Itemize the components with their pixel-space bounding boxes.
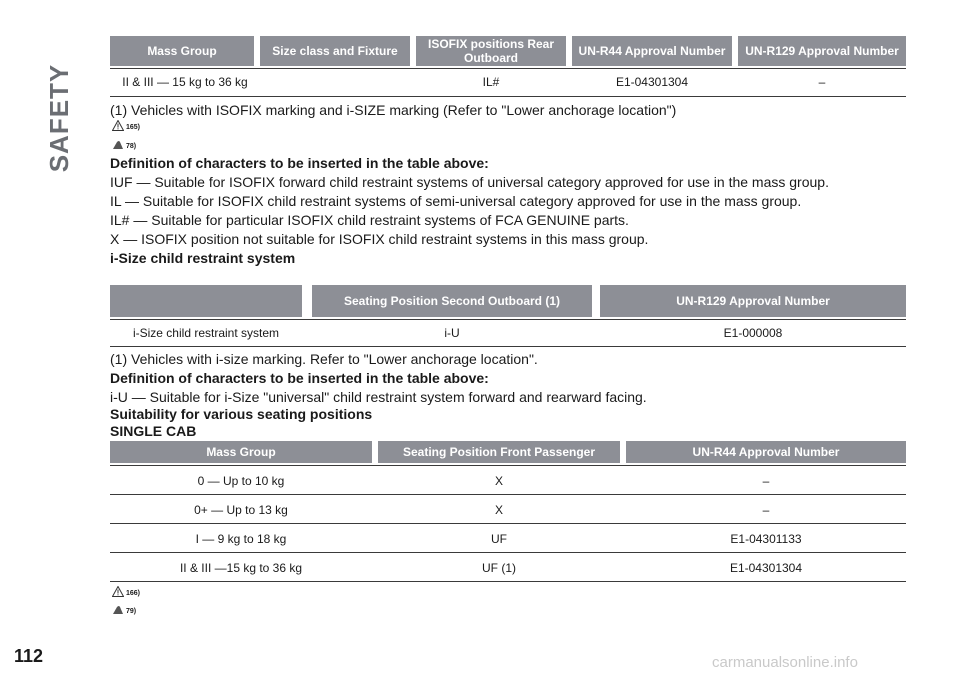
t3-row1-r44: – — [762, 474, 770, 488]
t2-cell-r129: E1-000008 — [723, 326, 783, 340]
t3-row1-mass: 0 — Up to 10 kg — [197, 474, 285, 488]
t3-row2-mass: 0+ — Up to 13 kg — [194, 503, 288, 517]
t1-header-isofix-rear: ISOFIX positions Rear Outboard — [416, 36, 566, 66]
t3-row2-r44: – — [762, 503, 770, 517]
t2-header-seating: Seating Position Second Outboard (1) — [312, 285, 592, 317]
section-label: SAFETY — [44, 63, 74, 173]
suitability-title: Suitability for various seating positions — [110, 406, 373, 422]
warning-icon — [112, 120, 124, 131]
t1-header-size-class: Size class and Fixture — [260, 36, 410, 66]
caution-hand-icon — [112, 604, 124, 615]
t1-header-mass-group: Mass Group — [110, 36, 254, 66]
isize-title: i-Size child restraint system — [110, 250, 296, 266]
page-number: 112 — [14, 646, 44, 666]
t1-cell-isofix: IL# — [482, 75, 500, 89]
caution-ref-79[interactable]: 79) — [112, 604, 136, 615]
watermark: carmanualsonline.info — [712, 654, 858, 671]
t3-row4-mass: II & III —15 kg to 36 kg — [179, 561, 303, 575]
t2-cell-system: i-Size child restraint system — [132, 326, 280, 340]
t1-cell-r129: – — [818, 75, 826, 89]
t3-header-r44: UN-R44 Approval Number — [626, 441, 906, 463]
t2-header-r129: UN-R129 Approval Number — [600, 285, 906, 317]
def1-line-x: X — ISOFIX position not suitable for ISOFIX child restraint systems in this mass group. — [110, 231, 649, 247]
caution-ref-78[interactable]: 78) — [112, 139, 136, 150]
t1-cell-mass-group: II & III — 15 kg to 36 kg — [122, 75, 248, 89]
note-isofix: (1) Vehicles with ISOFIX marking and i-SIZE marking (Refer to "Lower anchorage location") — [110, 102, 677, 118]
t3-row4-r44: E1-04301304 — [729, 561, 803, 575]
t3-header-mass-group: Mass Group — [110, 441, 372, 463]
t3-row4-seat: UF (1) — [482, 561, 516, 575]
single-cab-title: SINGLE CAB — [110, 423, 197, 439]
t1-header-r44: UN-R44 Approval Number — [572, 36, 732, 66]
t1-header-r129: UN-R129 Approval Number — [738, 36, 906, 66]
note-isize: (1) Vehicles with i-size marking. Refer to "Lower anchorage location". — [110, 351, 538, 367]
t3-row3-r44: E1-04301133 — [730, 532, 802, 546]
caution-hand-icon — [112, 139, 124, 150]
t3-header-seating: Seating Position Front Passenger — [378, 441, 620, 463]
t3-row1-seat: X — [494, 474, 503, 488]
warning-ref-166[interactable]: 166) — [112, 586, 140, 597]
def2-title: Definition of characters to be inserted in the table above: — [110, 370, 489, 386]
def1-line-iuf: IUF — Suitable for ISOFIX forward child restraint systems of universal category approved for use in the mass group. — [110, 174, 829, 190]
def1-title: Definition of characters to be inserted in the table above: — [110, 155, 489, 171]
t2-cell-seating: i-U — [444, 326, 460, 340]
warning-icon — [112, 586, 124, 597]
t3-row3-mass: I — 9 kg to 18 kg — [195, 532, 287, 546]
def1-line-il: IL — Suitable for ISOFIX child restraint systems of semi-universal category approved for use in the mass group. — [110, 193, 802, 209]
t1-cell-r44: E1-04301304 — [615, 75, 689, 89]
warning-ref-165[interactable]: 165) — [112, 120, 140, 131]
t3-row2-seat: X — [494, 503, 503, 517]
def2-line-iu: i-U — Suitable for i-Size "universal" child restraint system forward and rearward facing. — [110, 389, 647, 405]
t3-row3-seat: UF — [491, 532, 507, 546]
def1-line-ilhash: IL# — Suitable for particular ISOFIX child restraint systems of FCA GENUINE parts. — [110, 212, 629, 228]
t2-header-blank — [110, 285, 302, 317]
